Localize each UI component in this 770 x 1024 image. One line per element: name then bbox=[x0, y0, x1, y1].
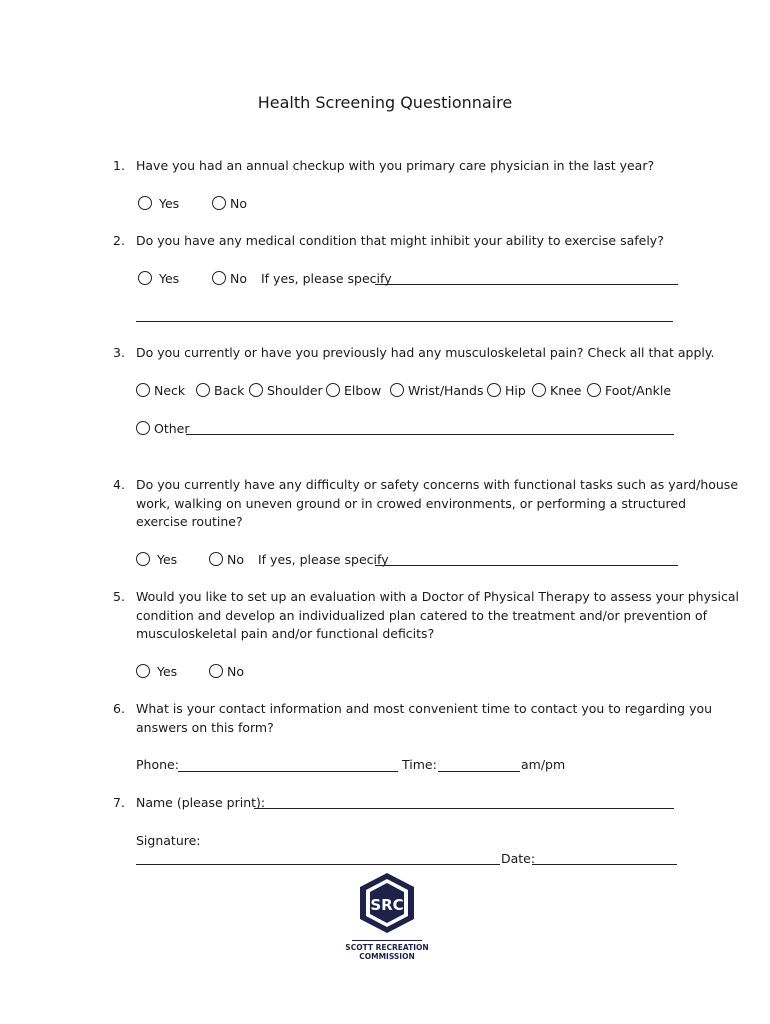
page-title: Health Screening Questionnaire bbox=[257, 93, 513, 112]
q4-text-line1: Do you currently have any difficulty or safety concerns with functional tasks such as yard/house bbox=[136, 477, 739, 492]
q5-text-line3: musculoskeletal pain and/or functional deficits? bbox=[136, 626, 435, 641]
q3-option-back[interactable]: Back bbox=[196, 383, 244, 398]
checkbox-circle-icon[interactable] bbox=[587, 383, 601, 397]
checkbox-circle-icon[interactable] bbox=[326, 383, 340, 397]
radio-icon[interactable] bbox=[209, 664, 223, 678]
signature-label: Signature: bbox=[136, 833, 201, 848]
svg-text:SRC: SRC bbox=[370, 896, 404, 914]
q3-option-shoulder[interactable]: Shoulder bbox=[249, 383, 323, 398]
src-shield-icon bbox=[357, 872, 417, 934]
q3-number: 3. bbox=[113, 345, 125, 360]
radio-icon[interactable] bbox=[212, 271, 226, 285]
q2-specify-field[interactable] bbox=[375, 284, 678, 285]
q6-number: 6. bbox=[113, 701, 125, 716]
q4-text-line2: work, walking on uneven ground or in crowed environments, or performing a structured bbox=[136, 496, 687, 511]
q3-option-neck[interactable]: Neck bbox=[136, 383, 185, 398]
checkbox-circle-icon[interactable] bbox=[390, 383, 404, 397]
q2-specify-label: If yes, please specify bbox=[261, 271, 392, 286]
checkbox-circle-icon[interactable] bbox=[532, 383, 546, 397]
scott-recreation-logo bbox=[340, 872, 434, 967]
radio-icon[interactable] bbox=[209, 552, 223, 566]
q6-text-line2: answers on this form? bbox=[136, 720, 274, 735]
radio-icon[interactable] bbox=[136, 552, 150, 566]
q3-option-wrist-hands[interactable]: Wrist/Hands bbox=[390, 383, 483, 398]
time-field[interactable] bbox=[438, 771, 520, 772]
radio-icon[interactable] bbox=[136, 664, 150, 678]
q4-specify-field[interactable] bbox=[375, 565, 678, 566]
phone-field[interactable] bbox=[178, 771, 398, 772]
phone-label: Phone: bbox=[136, 757, 179, 772]
q4-option-no[interactable]: No bbox=[209, 552, 244, 567]
checkbox-circle-icon[interactable] bbox=[487, 383, 501, 397]
radio-icon[interactable] bbox=[138, 271, 152, 285]
q5-text-line1: Would you like to set up an evaluation with a Doctor of Physical Therapy to assess your physical bbox=[136, 589, 739, 604]
logo-line1: SCOTT RECREATION bbox=[345, 943, 429, 952]
checkbox-circle-icon[interactable] bbox=[249, 383, 263, 397]
ampm-label: am/pm bbox=[521, 757, 566, 772]
q2-option-no[interactable]: No bbox=[212, 271, 247, 286]
q5-option-yes[interactable]: Yes bbox=[136, 664, 177, 679]
name-label: Name (please print): bbox=[136, 795, 266, 810]
logo-line2: COMMISSION bbox=[359, 952, 415, 961]
q1-option-no[interactable]: No bbox=[212, 196, 247, 211]
q3-option-other[interactable]: Other bbox=[136, 421, 190, 436]
q2-option-yes[interactable]: Yes bbox=[138, 271, 179, 286]
q4-number: 4. bbox=[113, 477, 125, 492]
q5-option-no[interactable]: No bbox=[209, 664, 244, 679]
q2-number: 2. bbox=[113, 233, 125, 248]
q3-option-knee[interactable]: Knee bbox=[532, 383, 582, 398]
date-label: Date: bbox=[501, 851, 536, 866]
signature-field[interactable] bbox=[136, 864, 500, 865]
q4-option-yes[interactable]: Yes bbox=[136, 552, 177, 567]
checkbox-circle-icon[interactable] bbox=[136, 421, 150, 435]
q1-option-yes[interactable]: Yes bbox=[138, 196, 179, 211]
q1-text: Have you had an annual checkup with you primary care physician in the last year? bbox=[136, 158, 655, 173]
name-field[interactable] bbox=[254, 808, 674, 809]
q2-text: Do you have any medical condition that might inhibit your ability to exercise safely? bbox=[136, 233, 664, 248]
q5-number: 5. bbox=[113, 589, 125, 604]
q1-number: 1. bbox=[113, 158, 125, 173]
time-label: Time: bbox=[402, 757, 437, 772]
q2-specify-field-line2[interactable] bbox=[136, 321, 673, 322]
q4-specify-label: If yes, please specify bbox=[258, 552, 389, 567]
q3-other-field[interactable] bbox=[186, 434, 674, 435]
q4-text-line3: exercise routine? bbox=[136, 514, 243, 529]
q3-option-hip[interactable]: Hip bbox=[487, 383, 526, 398]
radio-icon[interactable] bbox=[212, 196, 226, 210]
checkbox-circle-icon[interactable] bbox=[136, 383, 150, 397]
q3-option-foot-ankle[interactable]: Foot/Ankle bbox=[587, 383, 671, 398]
q5-text-line2: condition and develop an individualized plan catered to the treatment and/or prevention of bbox=[136, 608, 708, 623]
date-field[interactable] bbox=[532, 864, 677, 865]
q3-option-elbow[interactable]: Elbow bbox=[326, 383, 381, 398]
checkbox-circle-icon[interactable] bbox=[196, 383, 210, 397]
radio-icon[interactable] bbox=[138, 196, 152, 210]
q7-number: 7. bbox=[113, 795, 125, 810]
q3-text: Do you currently or have you previously had any musculoskeletal pain? Check all that apply. bbox=[136, 345, 715, 360]
q6-text-line1: What is your contact information and most convenient time to contact you to regarding you bbox=[136, 701, 713, 716]
